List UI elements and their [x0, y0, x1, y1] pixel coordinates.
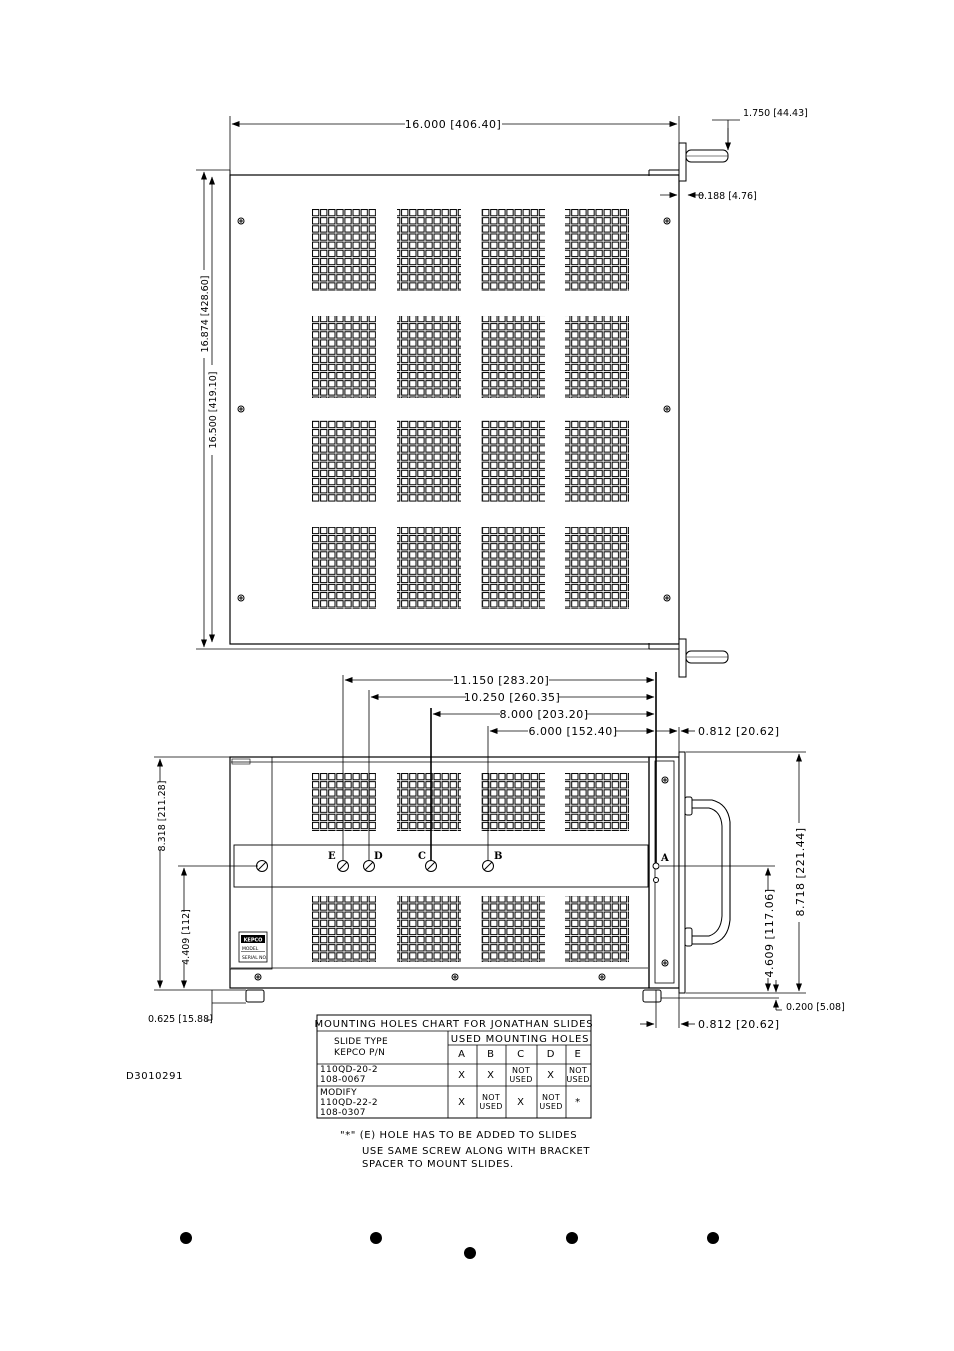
nameplate-serial: SERIAL NO.	[242, 956, 268, 961]
slide-height-left-label: 4.409 [112]	[181, 909, 192, 965]
hole-label-a: A	[661, 853, 669, 864]
col-b: B	[487, 1049, 495, 1060]
row1-d: X	[547, 1070, 555, 1081]
height-left-label: 8.318 [211.28]	[157, 780, 168, 852]
table-title: MOUNTING HOLES CHART FOR JONATHAN SLIDES	[314, 1019, 594, 1030]
hole-label-d: D	[374, 851, 383, 862]
overall-depth-dim-label: 16.874 [428.60]	[200, 275, 211, 353]
row2-a: X	[458, 1097, 466, 1108]
front-vent-grids	[312, 773, 629, 962]
hole-label-e: E	[328, 851, 336, 862]
col-d: D	[546, 1049, 556, 1060]
row2-e: *	[575, 1097, 581, 1108]
nameplate-model: MODEL	[242, 947, 259, 952]
row2-part-line1: MODIFY	[320, 1088, 357, 1098]
hole-label-b: B	[494, 851, 503, 862]
row1-b: X	[487, 1070, 495, 1081]
hole-b	[483, 861, 494, 872]
top-vent-grids	[312, 209, 629, 609]
dim-d-label: 10.250 [260.35]	[463, 691, 561, 704]
row2-d-line2: USED	[539, 1102, 563, 1111]
row1-part-line2: 108-0067	[320, 1075, 366, 1085]
flange-dim-label: 0.188 [4.76]	[698, 191, 757, 202]
row1-a: X	[458, 1070, 466, 1081]
bottom-gap-label: 0.200 [5.08]	[786, 1002, 845, 1013]
row1-e-line1: NOT	[568, 1066, 588, 1075]
handle-depth-bottom-label: 0.812 [20.62]	[698, 1018, 780, 1031]
top-view	[196, 108, 808, 677]
nameplate-brand: KEPCO	[243, 937, 263, 944]
bottom-handle	[679, 639, 728, 677]
row2-part-line2: 110QD-22-2	[320, 1098, 378, 1108]
left-foot	[246, 990, 264, 1002]
width-dim-label: 16.000 [406.40]	[404, 118, 502, 131]
handle-dim-label: 1.750 [44.43]	[743, 108, 808, 119]
mounting-holes	[257, 861, 660, 883]
slide-type-label: SLIDE TYPE	[334, 1037, 388, 1047]
row2-b-line1: NOT	[481, 1093, 501, 1102]
hole-a	[653, 863, 659, 869]
slide-height-right-label: 4.609 [117.06]	[763, 888, 776, 978]
height-right-label: 8.718 [221.44]	[794, 827, 807, 917]
row1-c-line2: USED	[509, 1075, 533, 1084]
row2-d-line1: NOT	[541, 1093, 561, 1102]
note-line-3: SPACER TO MOUNT SLIDES.	[362, 1159, 514, 1170]
front-panel	[649, 757, 679, 988]
binder-holes	[180, 1232, 719, 1259]
dim-b-label: 6.000 [152.40]	[528, 725, 618, 738]
nameplate	[239, 932, 267, 962]
col-c: C	[517, 1049, 525, 1060]
front-handle	[685, 797, 730, 946]
row1-e-line2: USED	[566, 1075, 590, 1084]
hole-c	[426, 861, 437, 872]
top-handle	[679, 143, 728, 181]
row1-part-line1: 110QD-20-2	[320, 1065, 378, 1075]
col-a: A	[458, 1049, 466, 1060]
col-e: E	[574, 1049, 582, 1060]
row2-part-line3: 108-0307	[320, 1108, 366, 1118]
note-line-1: "*" (E) HOLE HAS TO BE ADDED TO SLIDES	[340, 1130, 578, 1141]
kepco-pn-label: KEPCO P/N	[334, 1048, 386, 1058]
slide-rail-band	[234, 845, 648, 887]
note-line-2: USE SAME SCREW ALONG WITH BRACKET	[362, 1146, 591, 1157]
hole-label-c: C	[418, 851, 426, 862]
used-holes-label: USED MOUNTING HOLES	[450, 1034, 590, 1045]
row2-c: X	[517, 1097, 525, 1108]
front-view	[148, 672, 845, 1031]
mounting-holes-table	[315, 1015, 594, 1118]
row2-b-line2: USED	[479, 1102, 503, 1111]
hole-e	[338, 861, 349, 872]
depth-dim-label: 16.500 [419.10]	[208, 371, 219, 449]
hole-d	[364, 861, 375, 872]
dim-e-label: 11.150 [283.20]	[452, 674, 550, 687]
row1-c-line1: NOT	[511, 1066, 531, 1075]
right-foot	[643, 990, 661, 1002]
handle-depth-top-label: 0.812 [20.62]	[698, 725, 780, 738]
left-rail-screw	[257, 861, 268, 872]
foot-dim-label: 0.625 [15.88]	[148, 1014, 213, 1025]
drawing-number: D3010291	[126, 1071, 184, 1082]
dim-c-label: 8.000 [203.20]	[499, 708, 589, 721]
